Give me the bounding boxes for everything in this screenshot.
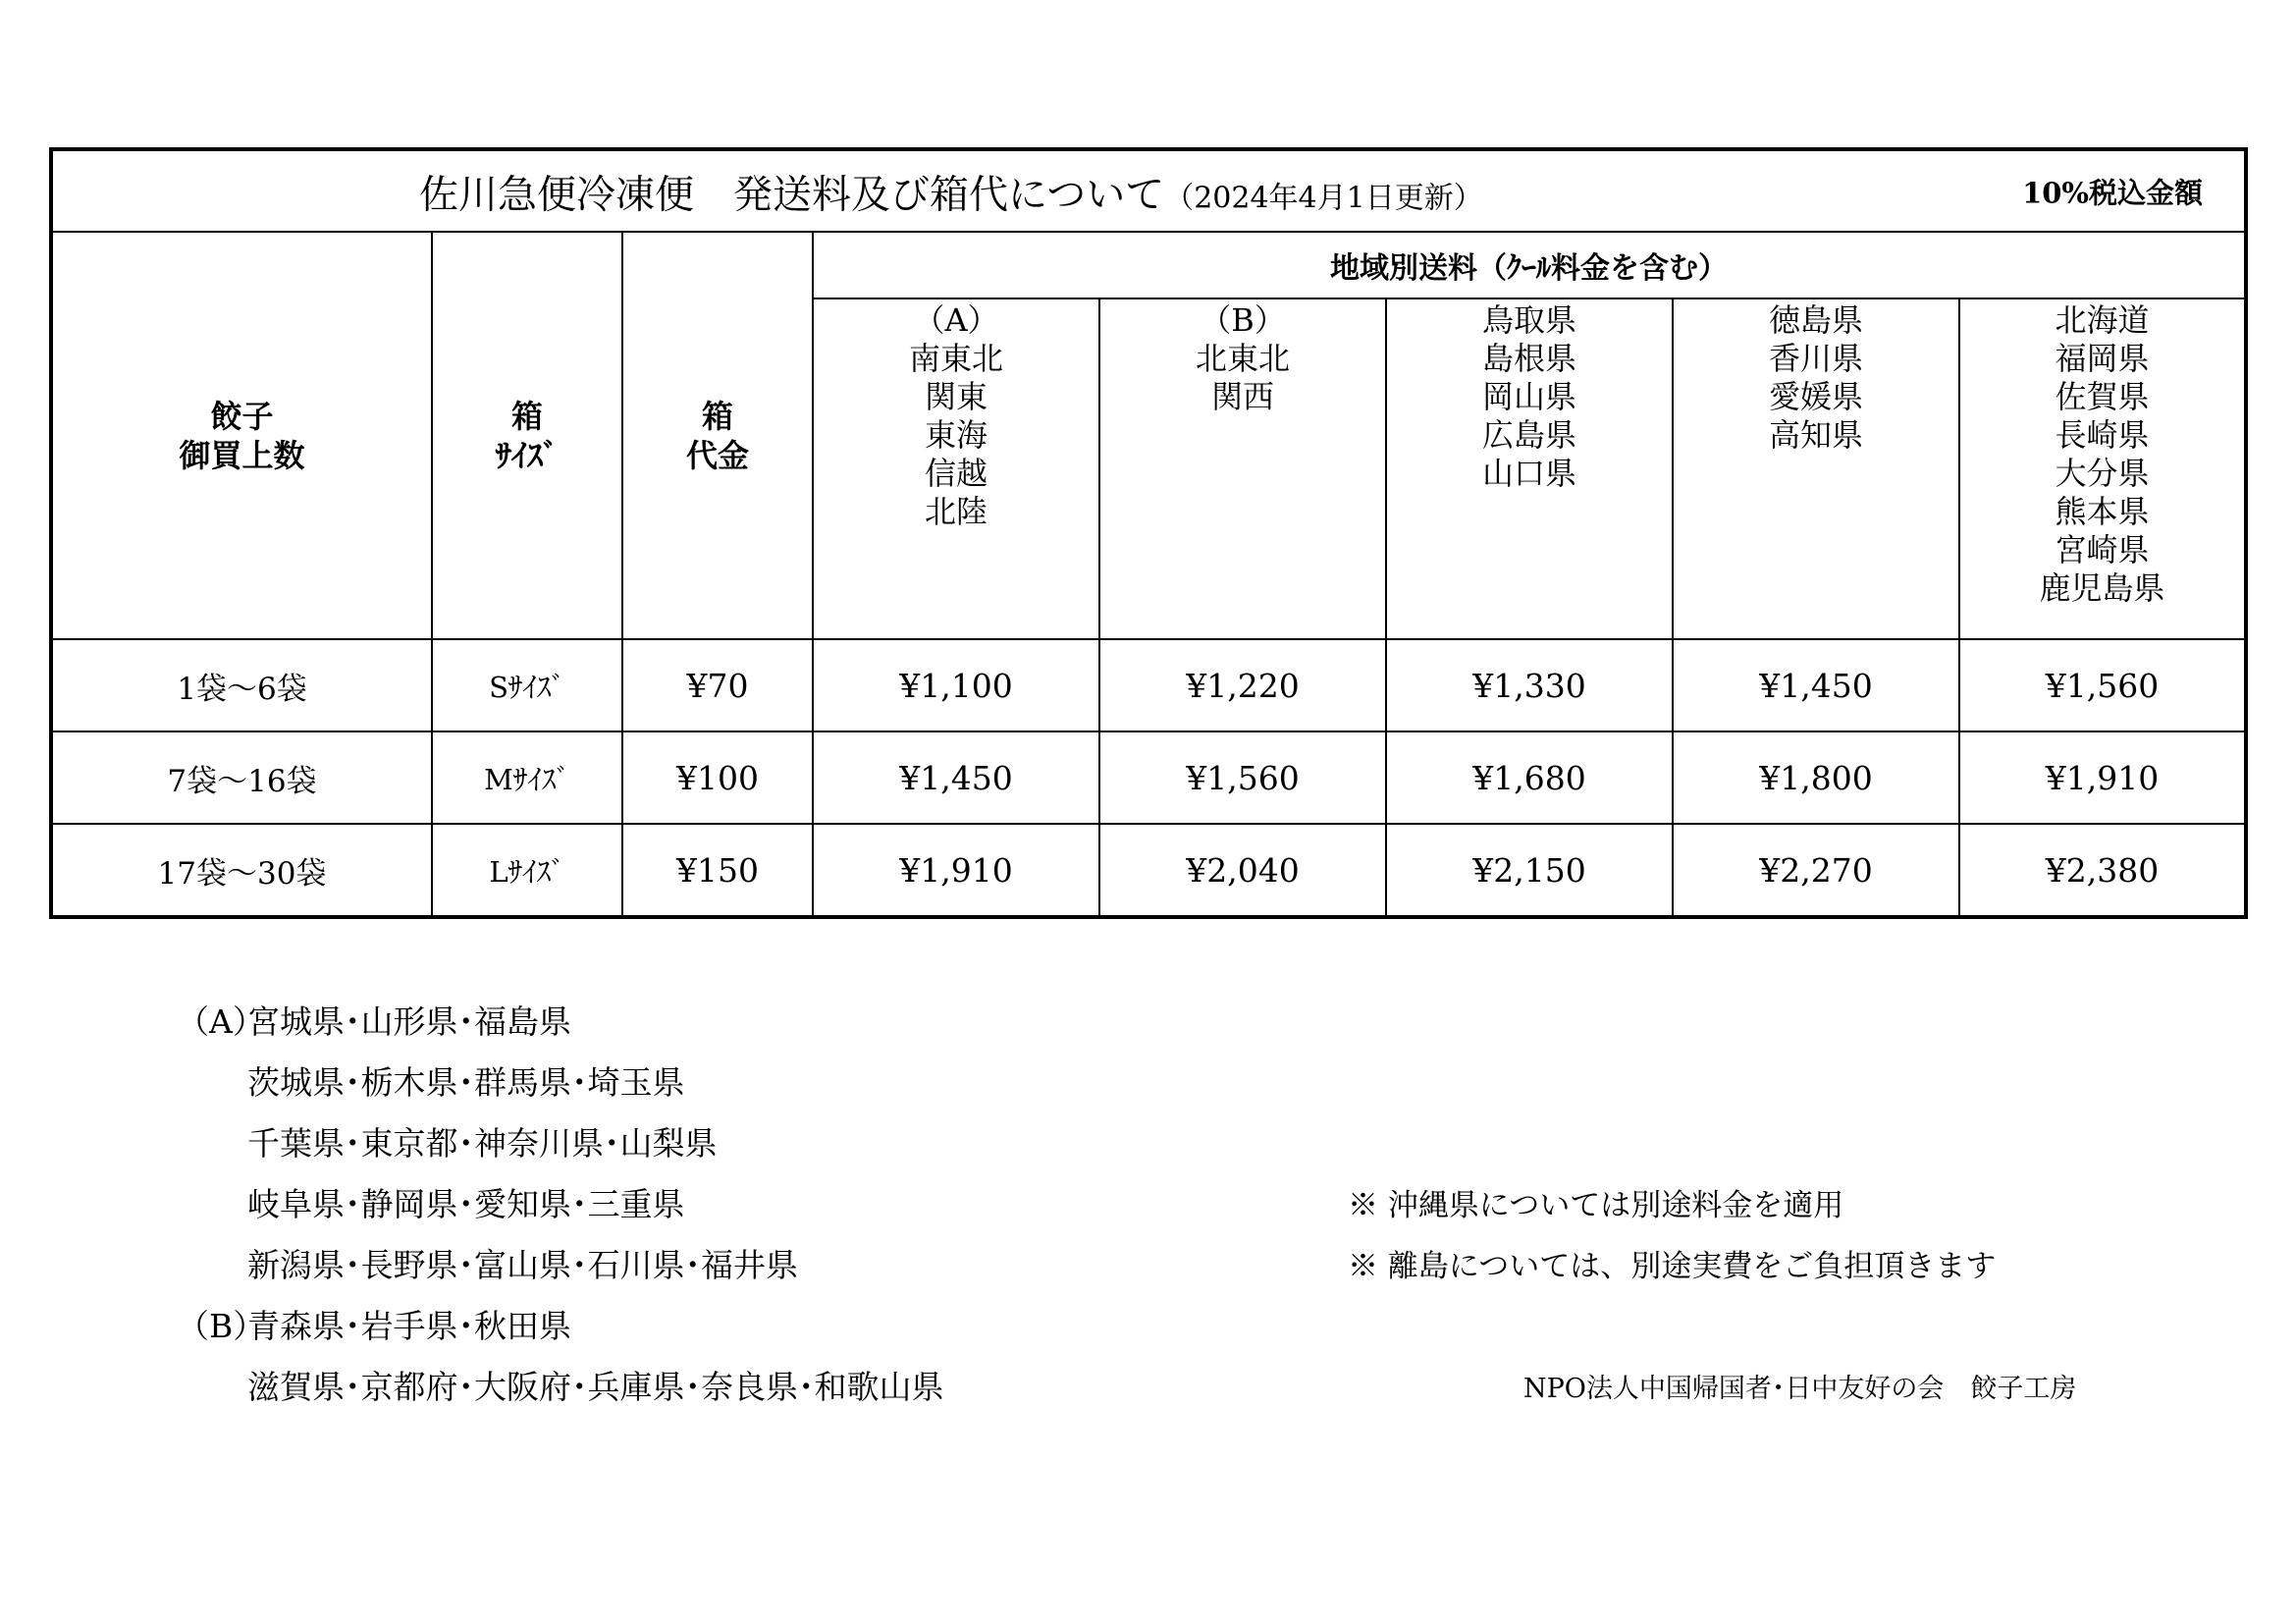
island-note: ※ 離島については、別途実費をご負担頂きます: [1348, 1249, 1997, 1284]
region-name: 関東: [924, 378, 988, 415]
price-rows: [51, 639, 2246, 917]
region-name: 信越: [924, 455, 988, 492]
okinawa-note: ※ 沖縄県については別途料金を適用: [1348, 1188, 1844, 1223]
header-region-group: 地域別送料（ｸｰﾙ料金を含む）: [813, 232, 2246, 298]
note-text: 新潟県･長野県･富山県･石川県･福井県: [247, 1246, 798, 1284]
shipping-rate-table: [49, 147, 2248, 919]
region-name: 島根県: [1481, 340, 1576, 377]
shipping-price-cell: ¥1,330: [1386, 639, 1673, 731]
region-name: 鹿児島県: [2039, 569, 2165, 607]
shipping-price-cell: ¥2,270: [1673, 824, 1959, 917]
region-name: 佐賀県: [2055, 378, 2150, 415]
region-name: 北陸: [924, 493, 988, 530]
region-name: 南東北: [908, 340, 1003, 377]
table-title-row: [51, 149, 2246, 232]
region-name: 東海: [924, 416, 988, 454]
note-line: [177, 1174, 944, 1235]
region-name: 鳥取県: [1481, 301, 1576, 339]
shipping-price-cell: ¥1,680: [1386, 731, 1673, 824]
quantity-cell: 1袋～6袋: [51, 639, 432, 731]
region-name: 宮崎県: [2055, 531, 2150, 568]
shipping-price-cell: ¥1,910: [813, 824, 1099, 917]
region-name: 香川県: [1768, 340, 1863, 377]
region-name: 熊本県: [2055, 493, 2150, 530]
note-line: [177, 1296, 944, 1357]
header-box-price: [622, 232, 813, 639]
shipping-price-cell: ¥1,100: [813, 639, 1099, 731]
region-name: 愛媛県: [1768, 378, 1863, 415]
region-column-5: [1959, 298, 2246, 639]
table-row: [51, 731, 2246, 824]
shipping-price-cell: ¥2,150: [1386, 824, 1673, 917]
update-date: （2024年4月1日更新）: [1164, 181, 1483, 215]
shipping-price-cell: ¥1,450: [813, 731, 1099, 824]
box-price-cell: ¥70: [622, 639, 813, 731]
tax-note: 10%税込金額: [2022, 176, 2203, 209]
note-text: 岐阜県･静岡県･愛知県･三重県: [247, 1185, 685, 1223]
region-notes: [177, 992, 944, 1418]
region-name: 徳島県: [1768, 301, 1863, 339]
region-name: （A）: [913, 301, 999, 339]
shipping-price-cell: ¥1,560: [1959, 639, 2246, 731]
region-name: 山口県: [1481, 455, 1576, 492]
header-box-size: [432, 232, 622, 639]
header-box-price-line: 代金: [685, 436, 749, 474]
shipping-price-cell: ¥1,800: [1673, 731, 1959, 824]
side-notes: [1348, 1175, 1996, 1297]
note-label-a: （A）: [177, 1002, 265, 1041]
shipping-price-cell: ¥1,910: [1959, 731, 2246, 824]
region-name: 北海道: [2055, 301, 2150, 339]
organization-name: NPO法人中国帰国者･日中友好の会 餃子工房: [1523, 1374, 2077, 1404]
note-line: [177, 1113, 944, 1174]
note-line: [177, 1235, 944, 1296]
region-name: 高知県: [1768, 416, 1863, 454]
region-name: 大分県: [2055, 455, 2150, 492]
header-box-price-line: 箱: [701, 397, 733, 435]
region-name: 福岡県: [2055, 340, 2150, 377]
box-size-cell: Sｻｲｽﾞ: [432, 639, 622, 731]
header-quantity-line: 御買上数: [179, 436, 305, 474]
shipping-price-cell: ¥2,380: [1959, 824, 2246, 917]
region-name: 関西: [1210, 378, 1274, 415]
header-quantity-line: 餃子: [210, 397, 274, 435]
quantity-cell: 17袋～30袋: [51, 824, 432, 917]
box-price-cell: ¥100: [622, 731, 813, 824]
table-row: [51, 824, 2246, 917]
note-line: [177, 1053, 944, 1113]
shipping-price-cell: ¥1,220: [1099, 639, 1386, 731]
shipping-price-cell: ¥1,450: [1673, 639, 1959, 731]
header-box-size-line: 箱: [510, 397, 543, 435]
region-column-1: [813, 298, 1099, 639]
box-size-cell: Lｻｲｽﾞ: [432, 824, 622, 917]
note-text: 青森県･岩手県･秋田県: [247, 1307, 571, 1345]
region-name: 広島県: [1481, 416, 1576, 454]
note-line: [177, 992, 944, 1053]
shipping-price-cell: ¥2,040: [1099, 824, 1386, 917]
header-quantity: [51, 232, 432, 639]
note-text: 千葉県･東京都･神奈川県･山梨県: [247, 1124, 718, 1163]
note-label-b: （B）: [177, 1307, 266, 1345]
table-row: [51, 639, 2246, 731]
note-text: 宮城県･山形県･福島県: [247, 1002, 571, 1041]
region-column-4: [1673, 298, 1959, 639]
note-text: 滋賀県･京都府･大阪府･兵庫県･奈良県･和歌山県: [247, 1368, 944, 1406]
page-title: [419, 163, 1483, 219]
note-text: 茨城県･栃木県･群馬県･埼玉県: [247, 1063, 685, 1102]
region-name: 北東北: [1195, 340, 1290, 377]
region-column-3: [1386, 298, 1673, 639]
region-column-2: [1099, 298, 1386, 639]
shipping-price-cell: ¥1,560: [1099, 731, 1386, 824]
region-name: 長崎県: [2055, 416, 2150, 454]
quantity-cell: 7袋～16袋: [51, 731, 432, 824]
region-name: 岡山県: [1481, 378, 1576, 415]
box-price-cell: ¥150: [622, 824, 813, 917]
box-size-cell: Mｻｲｽﾞ: [432, 731, 622, 824]
region-name: （B）: [1200, 301, 1286, 339]
note-line: [177, 1357, 944, 1418]
title-text: 佐川急便冷凍便 発送料及び箱代について: [419, 172, 1165, 217]
header-box-size-line: ｻｲｽﾞ: [495, 436, 559, 474]
